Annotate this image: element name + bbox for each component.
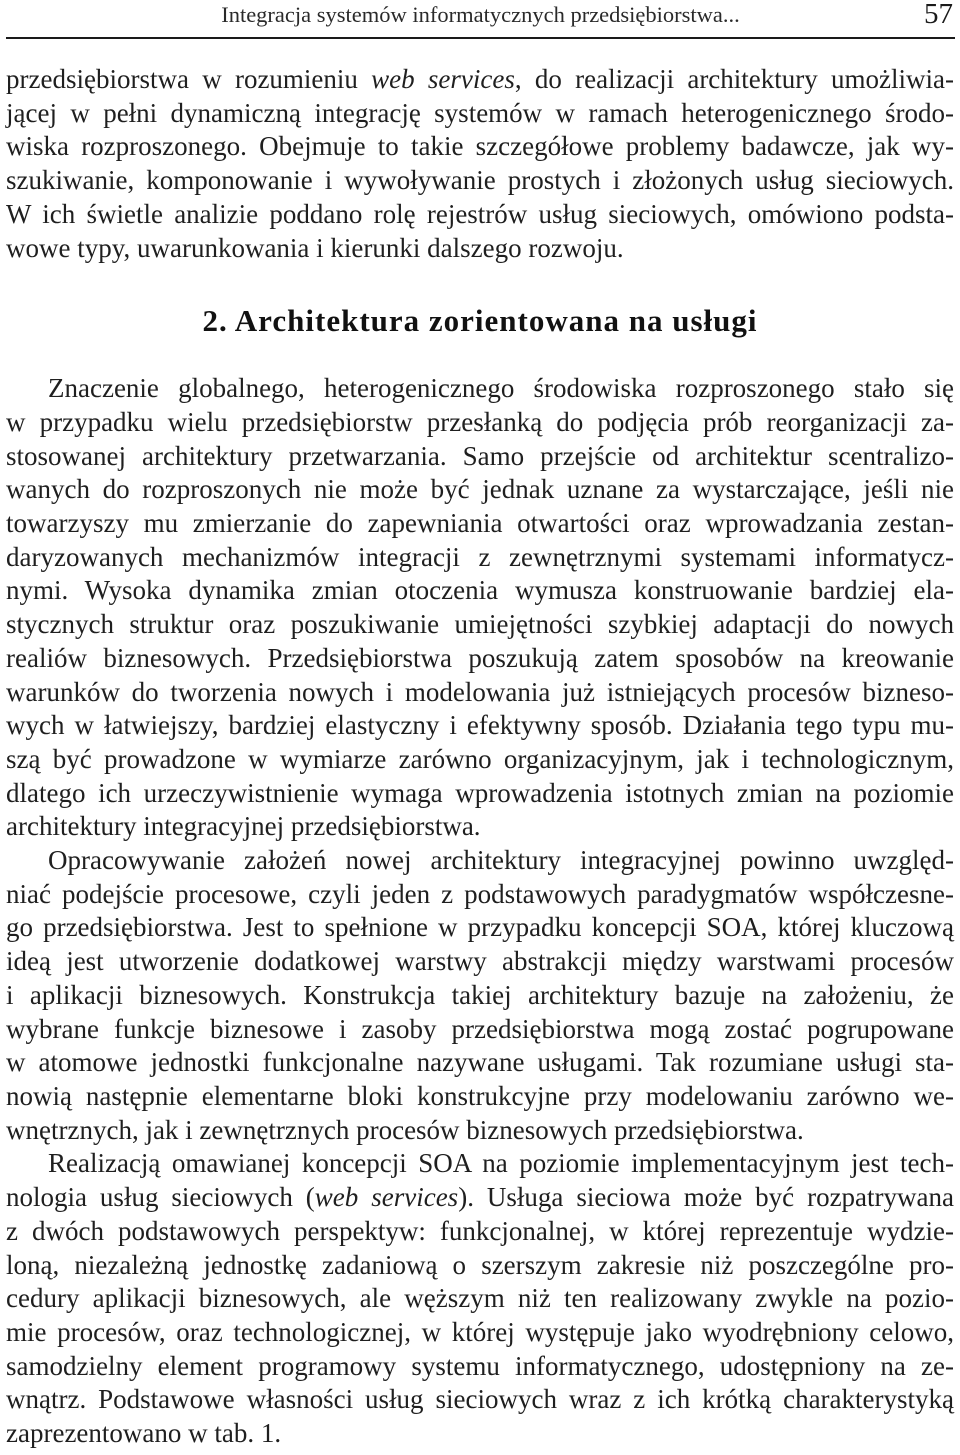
text-run: go przedsiębiorstwa. Jest to spełnione w przypadku koncepcji SOA, której kluczową [6,912,954,943]
text-run: wnętrznych, jak i zewnętrznych procesów biznesowych przedsiębiorstwa. [6,1114,804,1145]
text-run: realiów biznesowych. Przedsiębiorstwa poszukują zatem sposobów na kreowanie [6,642,954,673]
paragraph [6,1147,954,1450]
text-line [6,372,954,406]
text-run: W ich świetle analizie poddano rolę rejestrów usług sieciowych, omówiono podsta- [6,198,954,229]
text-run: ideą jest utworzenie dodatkowej warstwy abstrakcji między warstwami procesów [6,946,954,977]
paragraph [6,372,954,844]
italic-term: web services [371,64,515,94]
text-line [6,1080,954,1114]
text-run: z dwóch podstawowych perspektyw: funkcjonalnej, w której reprezentuje wydzie- [6,1215,954,1246]
text-run: wiska rozproszonego. Obejmuje to takie szczegółowe problemy badawcze, jak wy- [6,131,954,162]
text-run: wych w łatwiejszy, bardziej elastyczny i efektywny sposób. Działania tego typu mu- [6,710,954,741]
text-line [6,1316,954,1350]
text-run: jącej w pełni dynamiczną integrację systemów w ramach heterogenicznego środo- [6,97,954,128]
text-line [6,1114,954,1148]
text-run: wnątrz. Podstawowe własności usług sieciowych wraz z ich krótką charakterystyką [6,1384,954,1415]
text-line [6,979,954,1013]
text-run: , do realizacji architektury umożliwia- [514,64,954,94]
text-line [6,642,954,676]
text-line [6,574,954,608]
section-title: Architektura zorientowana na usługi [234,303,758,339]
text-run: stosowanej architektury przetwarzania. Samo przejście od architektur scentralizo- [6,440,954,471]
text-run: wybrane funkcje biznesowe i zasoby przedsiębiorstwa mogą zostać pogrupowane [6,1013,954,1044]
text-line [6,743,954,777]
text-line [6,1383,954,1417]
section-number: 2. [202,303,228,339]
text-line [6,911,954,945]
text-run: daryzowanych mechanizmów integracji z zewnętrznymi systemami informatycz- [6,541,954,572]
text-line [6,130,954,164]
header-rule [6,37,955,39]
text-run: wanych do rozproszonych nie może być jednak uznane za wystarczające, jeśli nie [6,474,954,505]
continued-paragraph [6,63,954,265]
text-line [6,198,954,232]
text-run: szukiwanie, komponowanie i wywoływanie prostych i złożonych usług sieciowych. [6,165,954,196]
text-run: szą być prowadzone w wymiarze zarówno organizacyjnym, jak i technologicznym, [6,743,954,774]
text-run: nowią następnie elementarne bloki konstrukcyjne przy modelowaniu zarówno we- [6,1080,954,1111]
text-line [6,1147,954,1181]
section-heading [6,301,954,341]
text-line [6,810,954,844]
text-line [6,608,954,642]
text-line [6,844,954,878]
running-header [6,0,955,36]
text-run: ). Usługa sieciowa może być rozpatrywana [458,1182,954,1213]
text-line [6,1417,954,1451]
text-line [6,945,954,979]
text-line [6,406,954,440]
text-run: w przypadku wielu przedsiębiorstw przesłanką do podjęcia prób reorganizacji za- [6,406,954,437]
running-title: Integracja systemów informatycznych przedsiębiorstwa... [221,2,740,27]
text-line [6,1046,954,1080]
text-line [6,232,954,266]
text-run: dlatego ich urzeczywistnienie wymaga wprowadzenia istotnych zmian na poziomie [6,777,954,808]
page-number: 57 [924,0,953,30]
text-run: niać podejście procesowe, czyli jeden z podstawowych paradygmatów współczesne- [6,878,954,909]
text-run: towarzyszy mu zmierzanie do zapewniania otwartości oraz wprowadzania zestan- [6,508,954,539]
text-line [6,164,954,198]
text-run: Znaczenie globalnego, heterogenicznego środowiska rozproszonego stało się [48,373,954,404]
text-line [6,97,954,131]
text-run: wowe typy, uwarunkowania i kierunki dalszego rozwoju. [6,232,624,263]
text-run: Opracowywanie założeń nowej architektury integracyjnej powinno uwzględ- [48,845,954,876]
text-line [6,878,954,912]
text-run: cedury aplikacji biznesowych, ale węższym niż ten realizowany zwykle na pozio- [6,1283,954,1314]
text-line [6,1181,954,1215]
text-line [6,541,954,575]
text-line [6,1215,954,1249]
text-line [6,777,954,811]
text-run: nologia usług sieciowych ( [6,1182,315,1213]
text-line [6,507,954,541]
text-run: przedsiębiorstwa w rozumieniu [6,64,372,94]
text-run: warunków do tworzenia nowych i modelowania już istniejących procesów bizneso- [6,676,954,707]
text-line [6,440,954,474]
text-run: i aplikacji biznesowych. Konstrukcja takiej architektury bazuje na założeniu, że [6,979,954,1010]
text-run: mie procesów, oraz technologicznej, w której występuje jako wyodrębniony celowo, [6,1316,954,1347]
text-run: Realizacją omawianej koncepcji SOA na poziomie implementacyjnym jest tech- [48,1148,954,1179]
text-line [6,676,954,710]
text-run: zaprezentowano w tab. 1. [6,1418,282,1449]
text-run: w atomowe jednostki funkcjonalne nazywane usługami. Tak rozumiane usługi sta- [6,1047,954,1078]
italic-term: web services [314,1182,459,1213]
text-run: nymi. Wysoka dynamika zmian otoczenia wymusza konstruowanie bardziej ela- [6,575,954,606]
body-text [6,63,954,1451]
text-run: architektury integracyjnej przedsiębiorstwa. [6,811,481,842]
paragraph [6,844,954,1147]
text-run: stycznych struktur oraz poszukiwanie umiejętności szybkiej adaptacji do nowych [6,609,954,640]
text-line [6,473,954,507]
text-line [6,1013,954,1047]
text-line [6,1249,954,1283]
text-line [6,709,954,743]
text-line [6,1350,954,1384]
text-line [6,63,954,97]
text-line [6,1282,954,1316]
text-run: samodzielny element programowy systemu informatycznego, udostępniony na ze- [6,1350,954,1381]
text-run: loną, niezależną jednostkę zadaniową o szerszym zakresie niż poszczególne pro- [6,1249,954,1280]
